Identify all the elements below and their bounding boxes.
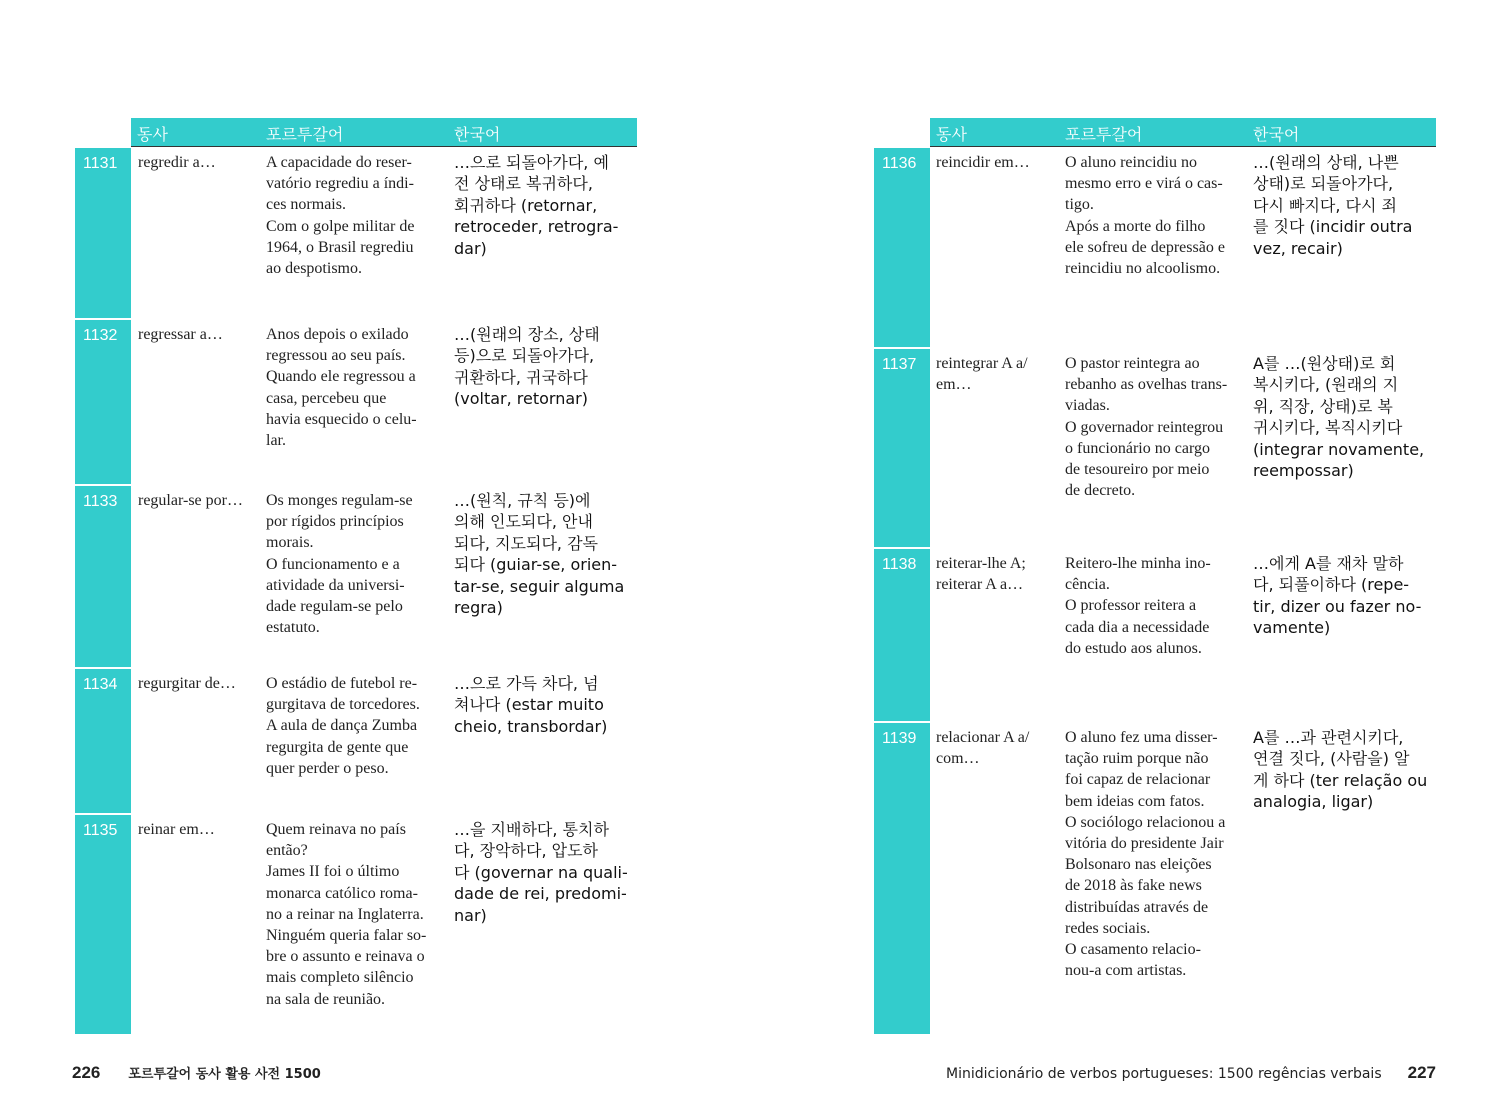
book-title: Minidicionário de verbos portugueses: 1500 regências verbais xyxy=(946,1066,1382,1082)
entry-korean: …(원래의 상태, 나쁜 상태)로 되돌아가다, 다시 빠지다, 다시 죄 를 짓다 (incidir outra vez, recair) xyxy=(1253,153,1413,258)
entry-number: 1136 xyxy=(874,148,930,347)
entry-verb: reinar em… xyxy=(138,821,215,838)
entry-examples: Reitero-lhe minha ino- cência. O professor reitera a cada dia a necessidade do estudo aos alunos. xyxy=(1065,555,1211,657)
entry-number: 1139 xyxy=(874,723,930,1034)
right-page xyxy=(756,0,1512,1111)
entry-korean: …을 지배하다, 통치하 다, 장악하다, 압도하 다 (governar na quali- dade de rei, predomi- nar) xyxy=(454,820,628,925)
entry-korean: A를 …(원상태)로 회 복시키다, (원래의 지 위, 직장, 상태)로 복 귀시키다, 복직시키다 (integrar novamente, reempossar) xyxy=(1253,354,1425,481)
footer-right xyxy=(946,1063,1436,1083)
footer-left xyxy=(72,1063,321,1083)
entry-examples: O estádio de futebol re- gurgitava de torcedores. A aula de dança Zumba regurgita de gente que quer perder o peso. xyxy=(266,675,420,777)
entry-examples: Quem reinava no país então? James II foi o último monarca católico roma- no a reinar na Inglaterra. Ninguém queria falar so- bre o assunto e reinava o mais completo silêncio na sala de reunião. xyxy=(266,821,427,1008)
entry-verb: reintegrar A a/ em… xyxy=(936,355,1028,394)
entry-number: 1138 xyxy=(874,549,930,721)
header-verb: 동사 xyxy=(137,125,168,144)
entry-examples: O aluno reincidiu no mesmo erro e virá o cas- tigo. Após a morte do filho ele sofreu de depressão e reincidiu no alcoolismo. xyxy=(1065,154,1225,278)
header-portuguese: 포르투갈어 xyxy=(1065,125,1143,144)
entry-number: 1135 xyxy=(75,815,131,1034)
entry-korean: …에게 A를 재차 말하 다, 되풀이하다 (repe- tir, dizer ou fazer no- vamente) xyxy=(1253,554,1422,638)
entry-verb: regressar a… xyxy=(138,326,223,343)
entry-verb: regurgitar de… xyxy=(138,675,236,692)
entry-verb: regredir a… xyxy=(138,154,216,171)
page-number: 227 xyxy=(1407,1063,1436,1082)
entry-examples: O aluno fez uma disser- tação ruim porque não foi capaz de relacionar bem ideias com fatos. O sociólogo relacionou a vitória do presidente Jair Bolsonaro nas eleições de 2018 às fake news distribuídas através de redes sociais. O casamento relacio- nou-a com artistas. xyxy=(1065,729,1226,980)
header-rule xyxy=(131,146,637,147)
book-title: 포르투갈어 동사 활용 사전 1500 xyxy=(128,1067,321,1082)
entry-korean: …(원칙, 규칙 등)에 의해 인도되다, 안내 되다, 지도되다, 감독 되다 (guiar-se, orien- tar-se, seguir alguma regra) xyxy=(454,491,625,618)
page-number: 226 xyxy=(72,1063,101,1082)
entry-examples: Os monges regulam-se por rígidos princípios morais. O funcionamento e a atividade da universi- dade regulam-se pelo estatuto. xyxy=(266,492,413,637)
entry-number: 1134 xyxy=(75,669,131,813)
table-header xyxy=(930,118,1436,146)
entry-number: 1133 xyxy=(75,486,131,667)
entry-number: 1131 xyxy=(75,148,131,318)
entry-korean: …으로 되돌아가다, 예 전 상태로 복귀하다, 회귀하다 (retornar, retroceder, retrogra- dar) xyxy=(454,153,619,258)
entry-verb: relacionar A a/ com… xyxy=(936,729,1030,768)
entry-examples: Anos depois o exilado regressou ao seu país. Quando ele regressou a casa, percebeu que havia esquecido o celu- lar. xyxy=(266,326,417,450)
header-korean: 한국어 xyxy=(1253,125,1300,144)
entry-korean: A를 …과 관련시키다, 연결 짓다, (사람을) 알 게 하다 (ter relação ou analogia, ligar) xyxy=(1253,728,1428,812)
entry-korean: …(원래의 장소, 상태 등)으로 되돌아가다, 귀환하다, 귀국하다 (voltar, retornar) xyxy=(454,325,600,409)
entry-examples: A capacidade do reser- vatório regrediu a índi- ces normais. Com o golpe militar de 1964, o Brasil regrediu ao despotismo. xyxy=(266,154,415,278)
header-korean: 한국어 xyxy=(454,125,501,144)
table-header xyxy=(131,118,637,146)
header-rule xyxy=(930,146,1436,147)
entry-number: 1137 xyxy=(874,349,930,547)
entry-verb: regular-se por… xyxy=(138,492,243,509)
entry-verb: reincidir em… xyxy=(936,154,1030,171)
entry-number: 1132 xyxy=(75,320,131,484)
entry-korean: …으로 가득 차다, 넘 쳐나다 (estar muito cheio, transbordar) xyxy=(454,674,608,736)
entry-examples: O pastor reintegra ao rebanho as ovelhas trans- viadas. O governador reintegrou o funcionário no cargo de tesoureiro por meio de decreto. xyxy=(1065,355,1228,500)
entry-verb: reiterar-lhe A; reiterar A a… xyxy=(936,555,1026,594)
header-verb: 동사 xyxy=(936,125,967,144)
header-portuguese: 포르투갈어 xyxy=(266,125,344,144)
